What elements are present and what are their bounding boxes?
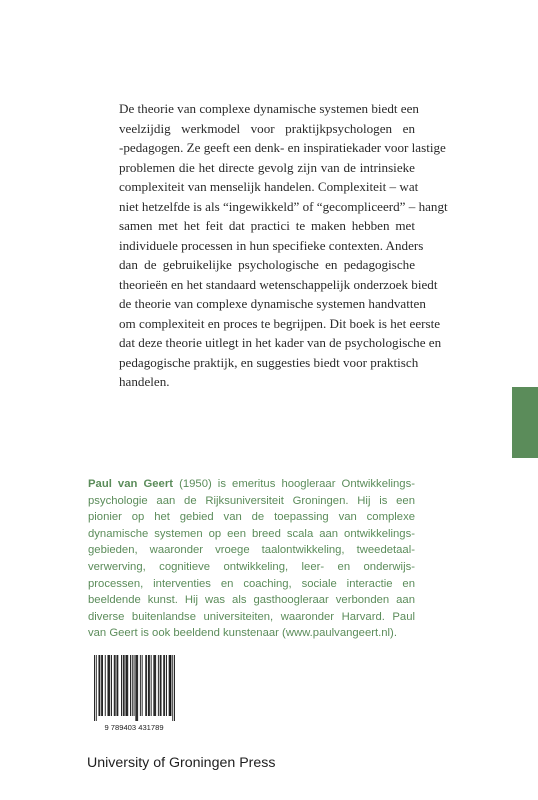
back-cover-blurb xyxy=(119,99,448,392)
barcode-bar xyxy=(127,655,128,716)
barcode-bar xyxy=(94,655,95,721)
barcode-bar xyxy=(126,655,127,716)
barcode-bar xyxy=(171,655,172,716)
bio-line: diverse buitenlandse universiteiten, waaronder Harvard. Paul xyxy=(88,610,415,623)
blurb-line: De theorie van complexe dynamische systemen biedt een xyxy=(119,101,419,116)
blurb-line: pedagogische praktijk, en suggesties biedt voor praktisch xyxy=(119,354,419,370)
bio-line: processen, interventies en coaching, sociale interactie en xyxy=(88,577,415,590)
bio-line: dynamische systemen op een breed scala aan ontwikkelings- xyxy=(88,527,415,540)
barcode-bar xyxy=(149,655,150,716)
blurb-line: veelzijdig werkmodel voor praktijkpsychologen en xyxy=(119,120,415,136)
bio-line: (1950) is emeritus hoogleraar Ontwikkelings- xyxy=(173,478,415,490)
blurb-line: samen met het feit dat practici te maken hebben met xyxy=(119,218,415,233)
isbn-barcode xyxy=(88,655,180,732)
barcode-bar xyxy=(154,655,155,716)
barcode-bar xyxy=(117,655,118,716)
barcode-bar xyxy=(99,655,100,716)
barcode-bar xyxy=(109,655,110,716)
bio-line: pionier op het gebied van de toepassing van complexe xyxy=(88,511,415,524)
blurb-line: -pedagogen. Ze geeft een denk- en inspiratiekader voor lastige xyxy=(119,140,446,155)
green-edge-tab xyxy=(512,387,538,458)
bio-line: psychologie aan de Rijksuniversiteit Groningen. Hij is een xyxy=(88,494,415,507)
barcode-bar xyxy=(163,655,164,716)
barcode-bar xyxy=(123,655,124,716)
barcode-bar xyxy=(117,655,118,716)
barcode-bar xyxy=(126,655,127,716)
blurb-line: de theorie van complexe dynamische systemen handvatten xyxy=(119,296,426,311)
blurb-line: handelen. xyxy=(119,374,170,389)
blurb-line: theorieën en het standaard wetenschappelijk onderzoek biedt xyxy=(119,276,438,292)
bio-first-line xyxy=(88,476,415,493)
barcode-bar xyxy=(135,655,136,721)
barcode-bar xyxy=(169,655,170,716)
barcode-bar xyxy=(155,655,156,716)
barcode-bar xyxy=(96,655,97,721)
barcode-bar xyxy=(153,655,154,716)
barcode-bar xyxy=(114,655,115,716)
barcode-bar xyxy=(140,655,141,716)
blurb-line: dan de gebruikelijke psychologische en pedagogische xyxy=(119,257,415,272)
barcode-bar xyxy=(124,655,125,716)
blurb-line: om complexiteit en proces te begrijpen. Dit boek is het eerste xyxy=(119,315,441,331)
barcode-bar xyxy=(111,655,112,716)
bio-line: beeldende kunst. Hij was als gasthoogleraar verbonden aan xyxy=(88,594,415,607)
barcode-bar xyxy=(160,655,161,716)
blurb-line: complexiteit van menselijk handelen. Complexiteit – wat xyxy=(119,179,419,194)
bio-line: verwerving, cognitieve ontwikkeling, leer- en onderwijs- xyxy=(88,560,415,573)
barcode-bar xyxy=(158,655,159,716)
barcode-bar xyxy=(108,655,109,716)
barcode-digits: 9 789403 431789 xyxy=(104,723,164,732)
bio-line: gebieden, waaronder vroege taalontwikkeling, tweedetaal- xyxy=(88,544,415,557)
barcode-bar xyxy=(136,655,137,721)
barcode-bar xyxy=(121,655,122,716)
publisher-name: University of Groningen Press xyxy=(87,755,276,771)
barcode-bars xyxy=(94,655,175,721)
bio-line: van Geert is ook beeldend kunstenaar (www.paulvangeert.nl). xyxy=(88,627,397,640)
barcode-bar xyxy=(142,655,143,716)
barcode-bar xyxy=(174,655,175,721)
blurb-line: individuele processen in hun specifieke contexten. Anders xyxy=(119,237,424,253)
blurb-line: dat deze theorie uitlegt in het kader van de psychologische en xyxy=(119,335,442,350)
barcode-bar xyxy=(108,655,109,716)
barcode-bar xyxy=(151,655,152,716)
barcode-bar xyxy=(102,655,103,716)
barcode-bar xyxy=(105,655,106,716)
barcode-bar xyxy=(134,655,135,716)
barcode-bar xyxy=(164,655,165,716)
barcode-bar xyxy=(130,655,131,716)
barcode-bar xyxy=(145,655,146,716)
barcode-bar xyxy=(132,655,133,716)
barcode-bar xyxy=(146,655,147,716)
author-name: Paul van Geert xyxy=(88,478,173,490)
barcode-bar xyxy=(161,655,162,716)
barcode-bar xyxy=(172,655,173,721)
barcode-bar xyxy=(137,655,138,721)
barcode-bar xyxy=(101,655,102,716)
blurb-line: niet hetzelfde is als “ingewikkeld” of “gecompliceerd” – hangt xyxy=(119,198,448,214)
barcode-bar xyxy=(99,655,100,716)
author-bio xyxy=(88,476,415,642)
barcode-bar xyxy=(148,655,149,716)
barcode-bar xyxy=(166,655,167,716)
blurb-line: problemen die het directe gevolg zijn van de intrinsieke xyxy=(119,159,415,175)
barcode-bar xyxy=(115,655,116,716)
barcode-bar xyxy=(170,655,171,716)
